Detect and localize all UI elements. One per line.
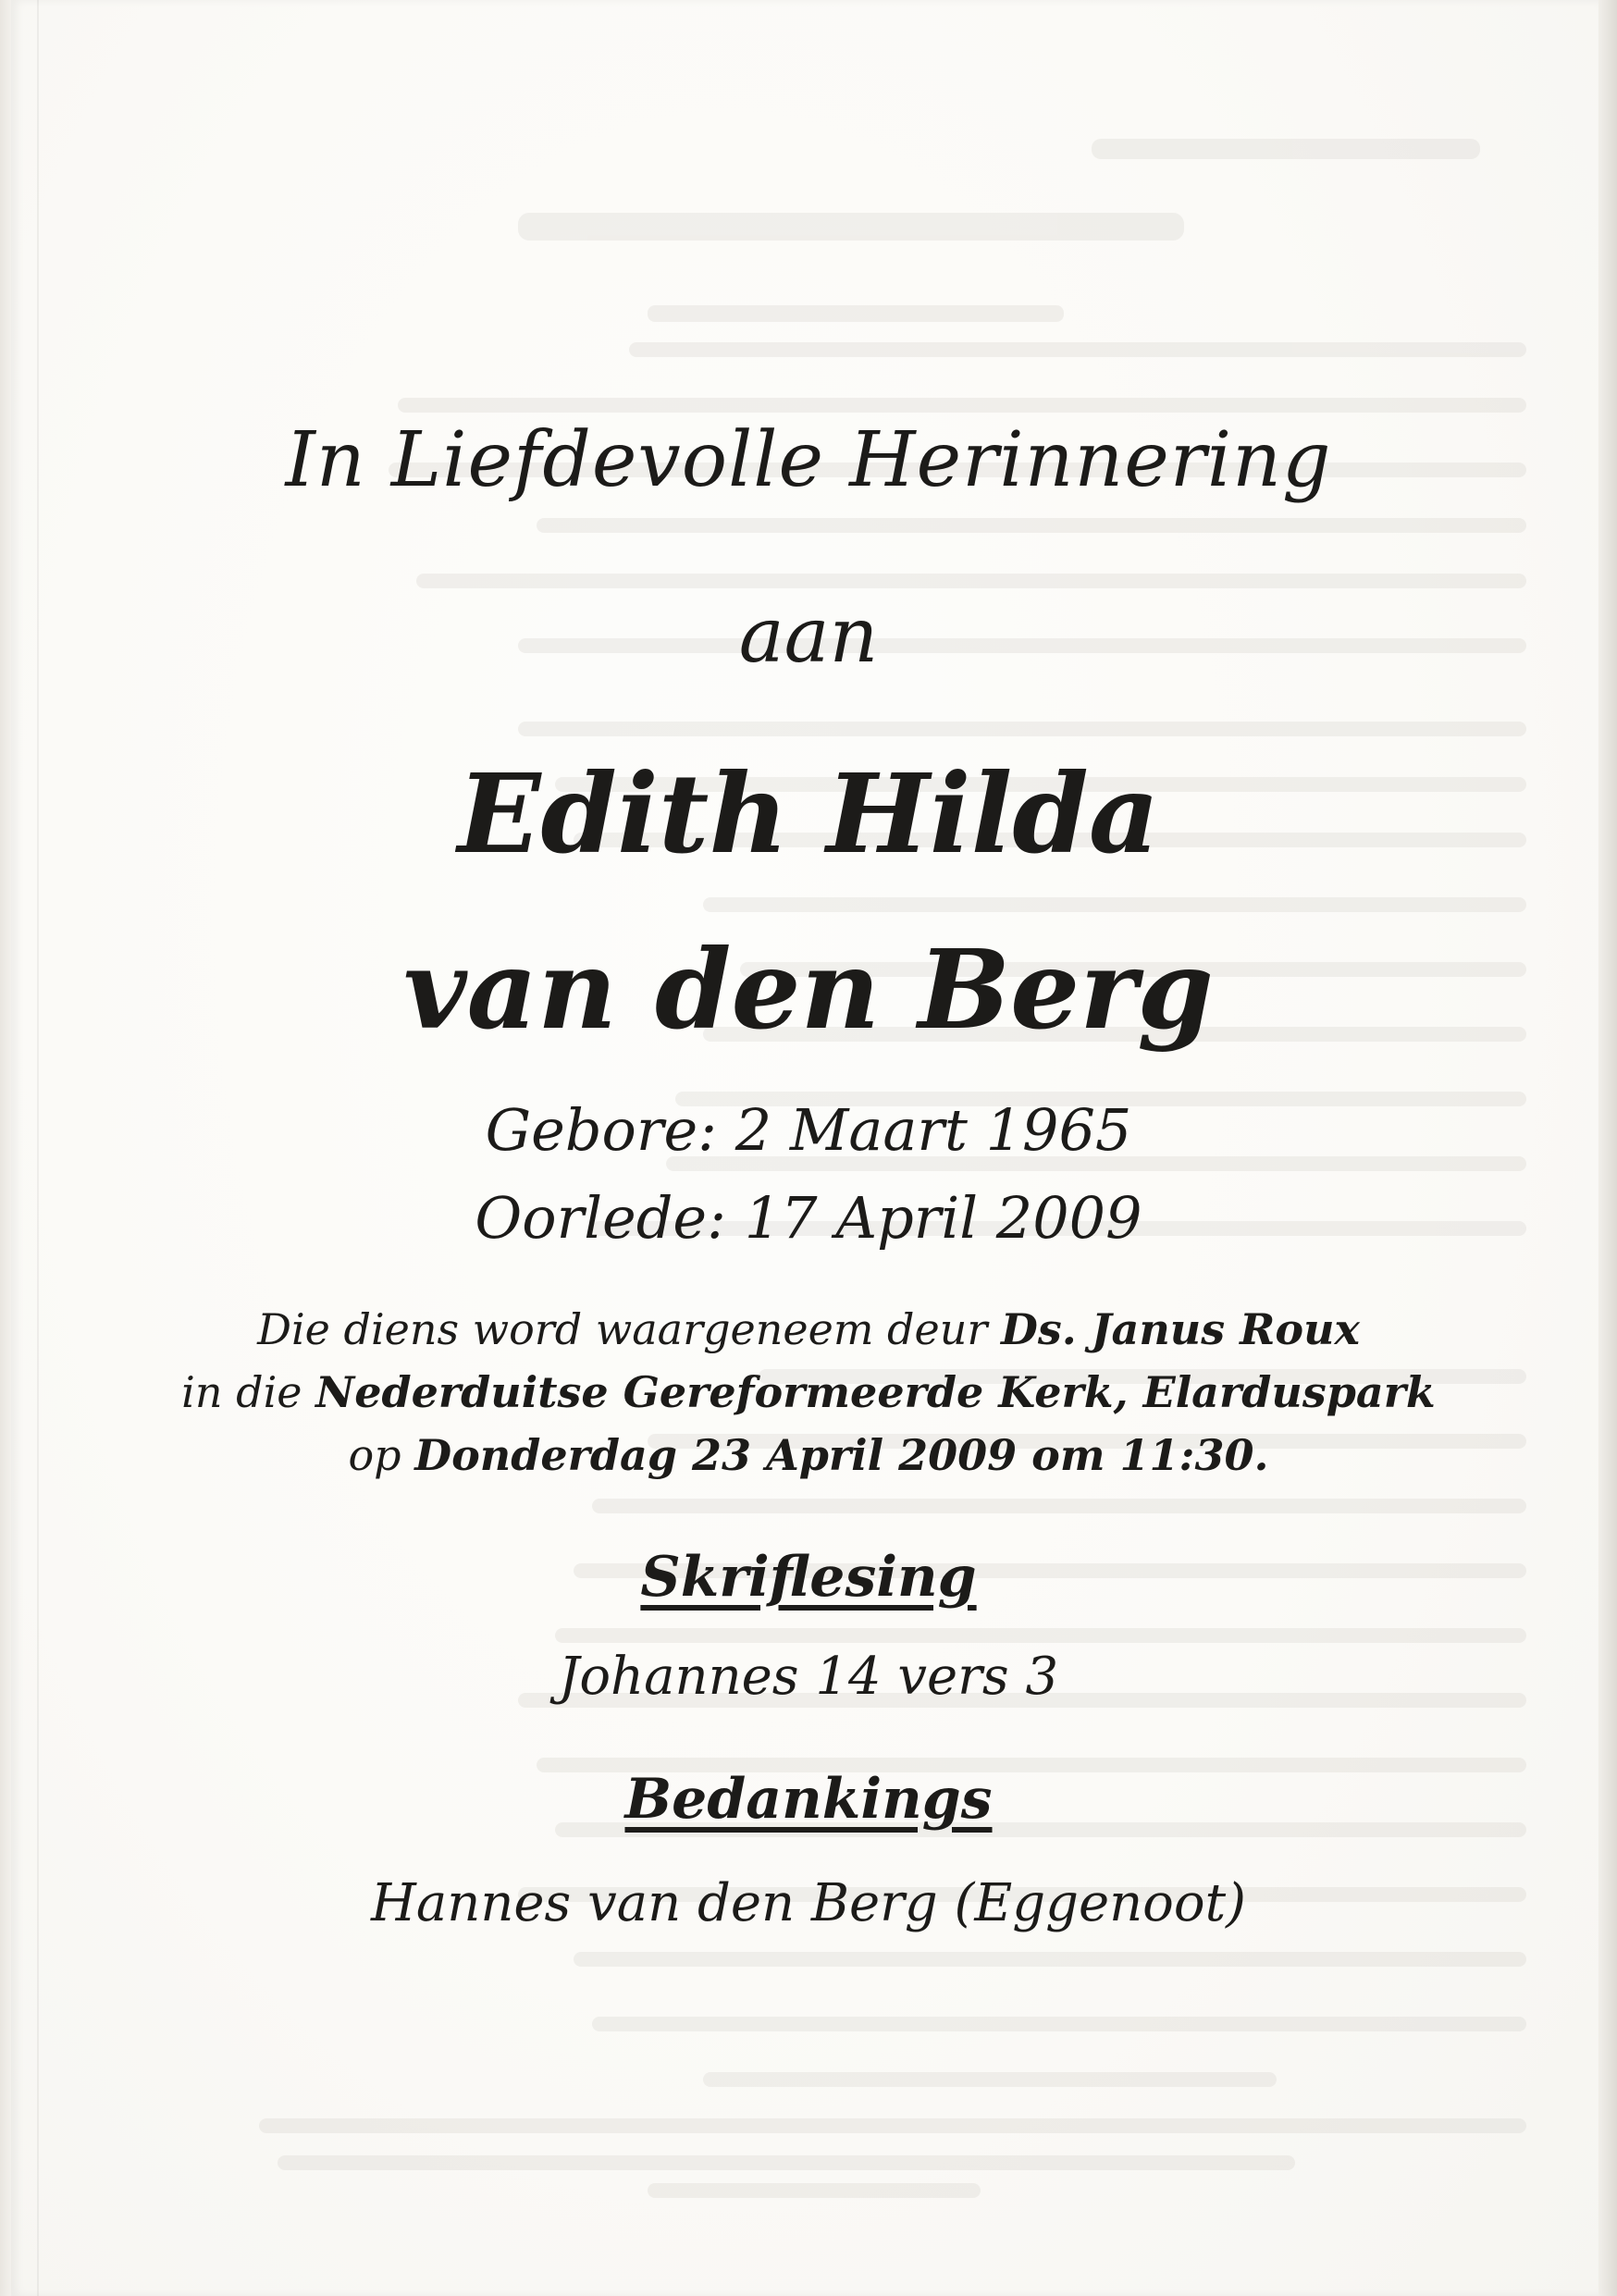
- deceased-first-names: Edith Hilda: [457, 749, 1160, 878]
- deceased-surname: van den Berg: [403, 925, 1214, 1054]
- died-label: Oorlede:: [475, 1184, 726, 1252]
- service-line-datetime: [0, 1430, 1617, 1480]
- scripture-reference: Johannes 14 vers 3: [558, 1647, 1059, 1707]
- service-location-text: in die: [181, 1367, 316, 1417]
- thanks-by: Hannes van den Berg (Eggenoot): [371, 1873, 1246, 1933]
- birth-date-line: [0, 1096, 1617, 1164]
- service-line-minister: [0, 1304, 1617, 1354]
- born-label: Gebore:: [485, 1096, 718, 1164]
- service-on-text: op: [348, 1430, 415, 1480]
- born-date: 2 Maart 1965: [734, 1096, 1132, 1164]
- service-line-church: [0, 1367, 1617, 1417]
- scripture-title: Skriflesing: [640, 1545, 977, 1610]
- service-date-time: Donderdag 23 April 2009 om 11:30.: [414, 1430, 1269, 1480]
- death-date-line: [0, 1184, 1617, 1252]
- dedication-to: aan: [738, 592, 879, 680]
- thanks-title: Bedankings: [624, 1767, 993, 1832]
- died-date: 17 April 2009: [744, 1184, 1142, 1252]
- service-officiant-text: Die diens word waargeneem deur: [257, 1304, 1001, 1354]
- dedication-heading: In Liefdevolle Herinnering: [285, 416, 1332, 504]
- church-name: Nederduitse Gereformeerde Kerk, Elarduspark: [315, 1367, 1436, 1417]
- minister-name: Ds. Janus Roux: [1000, 1304, 1360, 1354]
